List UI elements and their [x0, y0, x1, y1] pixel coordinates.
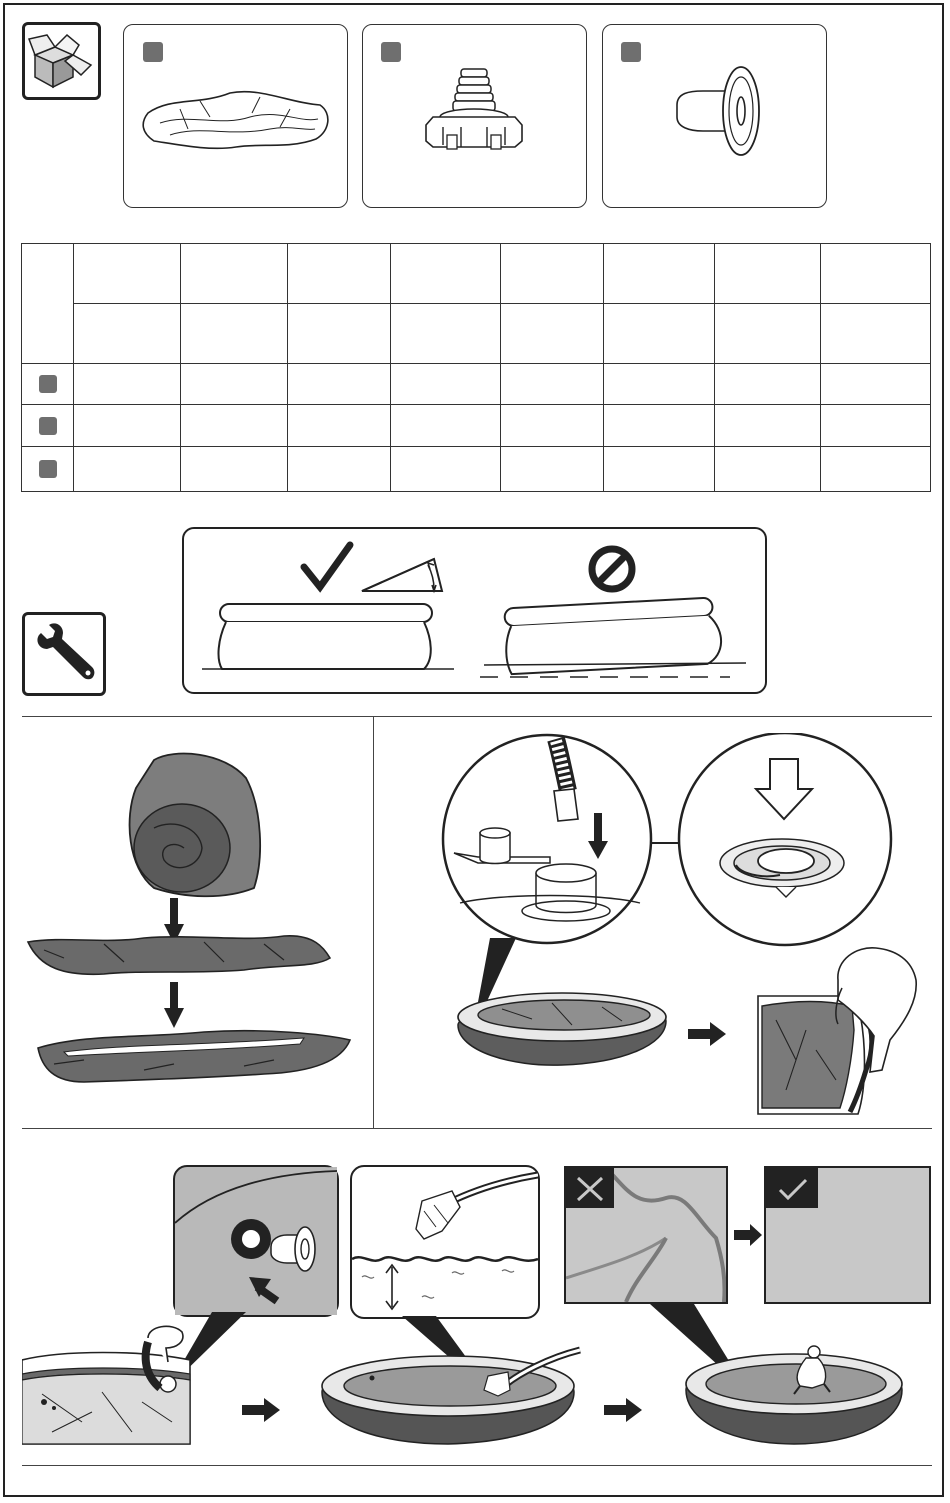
- pool-liner-illustration: [140, 83, 335, 155]
- row-badge-cell: [22, 364, 74, 405]
- table-cell: [74, 447, 181, 492]
- table-cell: [715, 405, 821, 447]
- table-header-row-2: [22, 304, 931, 364]
- level-ground-illustration: [184, 529, 765, 692]
- table-cell: [604, 405, 715, 447]
- smoothing-floor-illustration: [684, 1344, 904, 1454]
- wrench-icon: [25, 615, 103, 693]
- table-cell: [181, 405, 288, 447]
- open-box-icon: [25, 25, 98, 97]
- arrow-right-icon: [686, 1020, 728, 1048]
- checkmark-icon: [304, 545, 350, 587]
- table-row: [22, 364, 931, 405]
- water-level-illustration: [352, 1167, 538, 1317]
- row-badge-3: [39, 460, 57, 478]
- table-cell: [501, 447, 604, 492]
- header-cell: [501, 304, 604, 364]
- table-cell: [821, 447, 931, 492]
- table-header-row-1: [22, 244, 931, 304]
- arrow-right-icon: [732, 1222, 764, 1248]
- row-badge-cell: [22, 447, 74, 492]
- header-cell: [501, 244, 604, 304]
- table-row: [22, 405, 931, 447]
- table-cell: [74, 405, 181, 447]
- table-cell: [501, 364, 604, 405]
- header-cell: [181, 244, 288, 304]
- table-cell: [715, 364, 821, 405]
- part-card-plug: [602, 24, 827, 208]
- part-badge-3: [621, 42, 641, 62]
- wrinkled-floor-photo: [564, 1166, 728, 1304]
- section-divider: [22, 1128, 932, 1129]
- section-divider: [22, 716, 932, 717]
- header-cell: [821, 244, 931, 304]
- header-cell: [74, 304, 181, 364]
- header-cell: [288, 244, 391, 304]
- part-card-liner: [123, 24, 348, 208]
- table-cell: [604, 447, 715, 492]
- header-cell: [604, 304, 715, 364]
- header-cell: [391, 244, 501, 304]
- filling-pool-illustration: [452, 985, 674, 1075]
- hose-adapter-illustration: [421, 65, 531, 165]
- drain-plug-illustration: [667, 65, 767, 165]
- unroll-liner-illustration: [24, 748, 359, 1088]
- unpack-icon-box: [22, 22, 101, 100]
- header-cell: [288, 304, 391, 364]
- arrow-right-icon: [240, 1396, 282, 1424]
- smooth-floor-illustration: [766, 1168, 929, 1302]
- table-cell: [501, 405, 604, 447]
- table-cell: [391, 364, 501, 405]
- drain-plug-callout: [173, 1165, 339, 1317]
- header-cell: [391, 304, 501, 364]
- table-corner-cell: [22, 244, 74, 364]
- tools-icon-box: [22, 612, 106, 696]
- table-cell: [181, 447, 288, 492]
- table-cell: [391, 405, 501, 447]
- draining-pool-illustration: [22, 1322, 192, 1446]
- header-cell: [604, 244, 715, 304]
- header-cell: [715, 244, 821, 304]
- row-badge-cell: [22, 405, 74, 447]
- table-row: [22, 447, 931, 492]
- table-cell: [391, 447, 501, 492]
- header-cell: [74, 244, 181, 304]
- arrow-right-icon: [602, 1396, 644, 1424]
- spec-table: [21, 243, 931, 492]
- part-card-adapter: [362, 24, 587, 208]
- table-cell: [181, 364, 288, 405]
- water-level-callout: [350, 1165, 540, 1319]
- adjust-liner-illustration: [756, 940, 922, 1118]
- table-cell: [288, 364, 391, 405]
- part-badge-2: [381, 42, 401, 62]
- row-badge-1: [39, 375, 57, 393]
- row-badge-2: [39, 417, 57, 435]
- table-cell: [74, 364, 181, 405]
- table-cell: [821, 405, 931, 447]
- table-cell: [604, 364, 715, 405]
- section-divider: [22, 1465, 932, 1466]
- header-cell: [181, 304, 288, 364]
- table-cell: [715, 447, 821, 492]
- wrinkles-illustration: [566, 1168, 726, 1302]
- drain-plug-insert-illustration: [175, 1167, 337, 1315]
- table-cell: [821, 364, 931, 405]
- table-cell: [288, 447, 391, 492]
- section-divider-vertical: [373, 716, 374, 1128]
- part-badge-1: [143, 42, 163, 62]
- table-cell: [288, 405, 391, 447]
- header-cell: [715, 304, 821, 364]
- filling-with-hose-illustration: [318, 1346, 583, 1456]
- valve-closure-illustration: [440, 733, 895, 947]
- header-cell: [821, 304, 931, 364]
- smooth-floor-photo: [764, 1166, 931, 1304]
- level-ground-panel: [182, 527, 767, 694]
- prohibited-icon: [592, 549, 632, 589]
